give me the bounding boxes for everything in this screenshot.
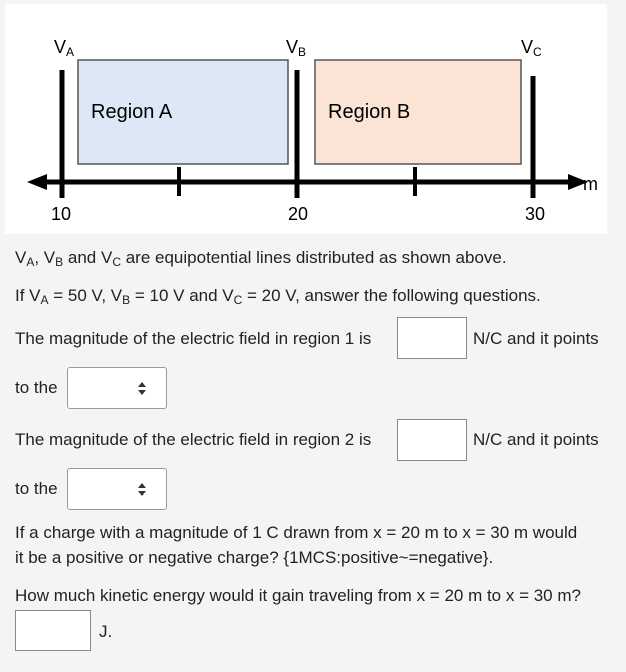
va-label: VA: [54, 37, 75, 59]
q2-direction-select[interactable]: [67, 468, 167, 510]
axis-unit-label: m: [583, 174, 598, 194]
q2-field-magnitude-input[interactable]: [397, 419, 467, 461]
equipotential-diagram: [5, 4, 607, 234]
q4-prompt: How much kinetic energy would it gain traveling from x = 20 m to x = 30 m?: [15, 586, 581, 605]
q4-unit-label: J.: [99, 622, 113, 641]
q1-unit-label: N/C and it points: [473, 329, 599, 348]
vc-label: VC: [521, 37, 542, 59]
q3-line-1: If a charge with a magnitude of 1 C drawn from x = 20 m to x = 30 m would: [15, 523, 578, 542]
vb-label: VB: [286, 37, 307, 59]
select-arrows-icon: [138, 381, 146, 397]
q1-direction-select[interactable]: [67, 367, 167, 409]
q1-prompt: The magnitude of the electric field in region 1 is: [15, 329, 372, 348]
intro-line-1: $V_A$, $V_B$ and $V_C$ are equipotential lines distributed as shown above.: [15, 248, 507, 269]
q2-unit-label: N/C and it points: [473, 430, 599, 449]
tick-label-20: 20: [288, 204, 309, 224]
q1-to-the-label: to the: [15, 378, 58, 397]
region-a-label: Region A: [91, 101, 173, 123]
q4-energy-input[interactable]: [15, 610, 91, 651]
region-b-label: Region B: [328, 101, 411, 123]
equipotential-figure: [5, 4, 607, 234]
q1-field-magnitude-input[interactable]: [397, 317, 467, 359]
tick-label-30: 30: [525, 204, 546, 224]
q3-line-2: it be a positive or negative charge? {1MCS:positive~=negative}.: [15, 548, 494, 567]
q2-prompt: The magnitude of the electric field in region 2 is: [15, 430, 372, 449]
intro-line-2: If $V_A = 50$ V, $V_B = 10$ V and $V_C = 20$ V, answer the following questions.: [15, 286, 541, 307]
q2-to-the-label: to the: [15, 479, 58, 498]
axis-left-arrow: [27, 174, 47, 190]
select-arrows-icon: [138, 482, 146, 498]
tick-label-10: 10: [51, 204, 72, 224]
